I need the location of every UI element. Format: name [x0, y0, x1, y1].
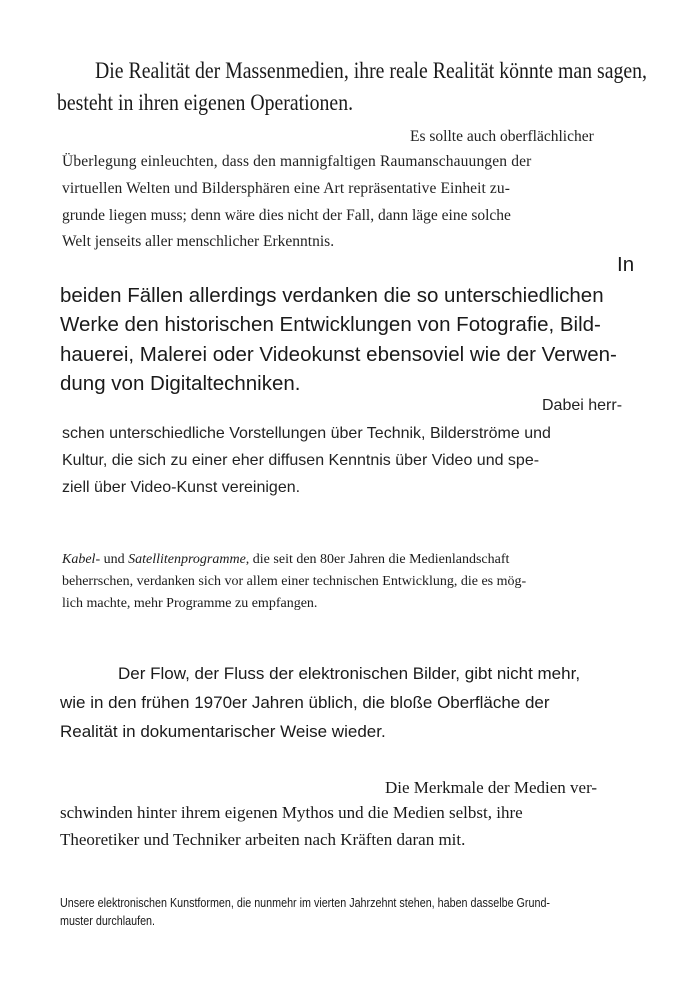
- text-line: schen unterschiedliche Vorstellungen über Technik, Bilderströme und: [62, 425, 551, 442]
- text-line: Welt jenseits aller menschlicher Erkenntnis.: [62, 233, 335, 250]
- text-line: beiden Fällen allerdings verdanken die so unterschiedlichen: [60, 284, 604, 307]
- text-line: ziell über Video-Kunst vereinigen.: [62, 479, 301, 496]
- text-line: Der Flow, der Fluss der elektronischen Bilder, gibt nicht mehr,: [118, 664, 581, 683]
- text-line: hauerei, Malerei oder Videokunst ebensoviel wie der Verwen-: [60, 343, 617, 366]
- text-run: , die seit den 80er Jahren die Medienlandschaft: [245, 552, 510, 567]
- text-line: dung von Digitaltechniken.: [60, 372, 301, 395]
- text-line: Theoretiker und Techniker arbeiten nach Kräften daran mit.: [60, 830, 466, 849]
- text-line: Es sollte auch oberflächlicher: [410, 128, 594, 145]
- text-line: muster durchlaufen.: [60, 914, 156, 928]
- text-line: virtuellen Welten und Bildersphären eine Art repräsentative Einheit zu-: [62, 180, 511, 197]
- text-line: Überlegung einleuchten, dass den mannigfaltigen Raumanschauungen der: [62, 153, 532, 170]
- text-line: Realität in dokumentarischer Weise wieder.: [60, 722, 386, 741]
- text-line: Die Realität der Massenmedien, ihre reale Realität könnte man sagen,: [95, 58, 647, 83]
- text-run: und: [100, 552, 129, 567]
- text-line: Kultur, die sich zu einer eher diffusen Kenntnis über Video und spe-: [62, 452, 540, 469]
- text-line: Werke den historischen Entwicklungen von Fotografie, Bild-: [60, 313, 601, 336]
- text-line: [62, 552, 509, 568]
- text-line: beherrschen, verdanken sich vor allem einer technischen Entwicklung, die es mög-: [62, 574, 527, 589]
- text-line: grunde liegen muss; denn wäre dies nicht der Fall, dann läge eine solche: [62, 207, 511, 224]
- text-line: Die Merkmale der Medien ver-: [385, 778, 598, 797]
- text-line: schwinden hinter ihrem eigenen Mythos und die Medien selbst, ihre: [60, 803, 523, 822]
- text-line: lich machte, mehr Programme zu empfangen.: [62, 596, 318, 611]
- text-line: Unsere elektronischen Kunstformen, die nunmehr im vierten Jahrzehnt stehen, haben dasselbe Grund-: [60, 896, 550, 910]
- italic-term: Kabel-: [62, 552, 101, 567]
- text-line: Dabei herr-: [542, 397, 623, 414]
- text-line: besteht in ihren eigenen Operationen.: [57, 90, 354, 115]
- text-line: In: [617, 253, 635, 276]
- text-line: wie in den frühen 1970er Jahren üblich, die bloße Oberfläche der: [60, 693, 550, 712]
- italic-term: Satellitenprogramme: [128, 552, 246, 567]
